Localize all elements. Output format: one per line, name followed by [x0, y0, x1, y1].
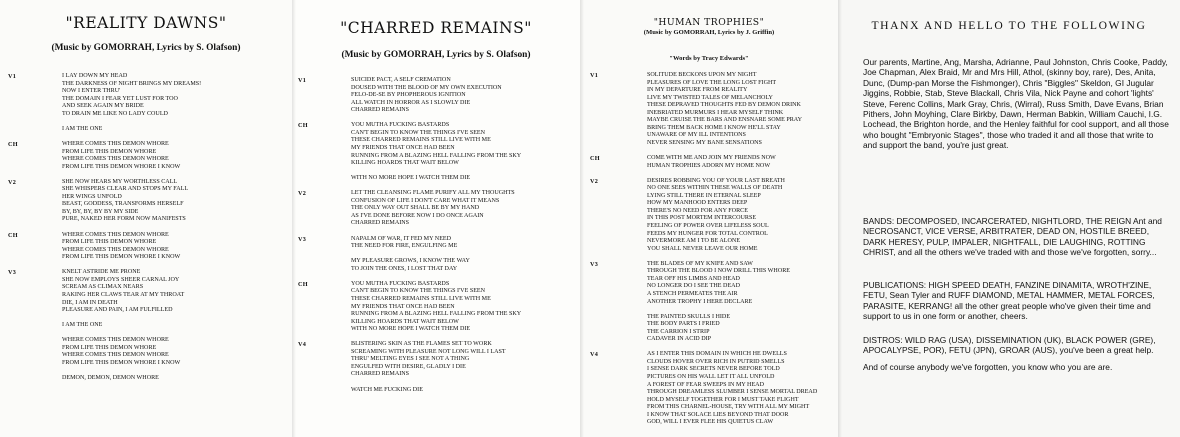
thanks-bands-text: BANDS: DECOMPOSED, INCARCERATED, NIGHTLORD, THE REIGN Ant and NECROSANCT, VICE VERSE, ARBITRATER, DEAD ON, HOSTILE BREED, DARK HERESY, PULP, IMPALER, NIGHTFALL, DIE LAUGHING, ROTTING CHRIST, and all the others we've traded with and those we've forgotten, sorry... [863, 216, 1162, 258]
lyric-line: FEELING OF POWER OVER LIFELESS SOUL [647, 223, 769, 229]
lyric-line: TO DRAIN ME LIKE NO LADY COULD [62, 110, 168, 117]
lyric-line: A FOREST OF FEAR SWEEPS IN MY HEAD [647, 381, 764, 388]
lyric-line: THESE CHARRED REMAINS STILL LIVE WITH ME [351, 295, 491, 302]
page-fold [838, 0, 842, 437]
lyric-line: IN MY DEPARTURE FROM REALITY [647, 87, 748, 94]
lyric-line: FROM LIFE THIS DEMON WHORE I KNOW [62, 163, 181, 170]
lyric-line: LIVE MY TWISTED TALES OF MELANCHOLY [647, 94, 773, 101]
thanks-distros-text: DISTROS: WILD RAG (USA), DISSEMINATION (UK), BLACK POWER (GRE), APOCALYPSE, POR), FETU (JPN), GROAR (AUS), you've been a great help. [863, 335, 1156, 356]
section-label: V3 [590, 260, 599, 268]
lyric-line: CHARRED REMAINS [351, 107, 410, 114]
lyric-line: SHE NOW EMPLOYS SHEER CARNAL JOY [62, 276, 180, 283]
section-label: V1 [590, 72, 599, 79]
lyric-line: WHERE COMES THIS DEMON WHORE [62, 231, 169, 238]
section-label: V2 [8, 178, 17, 186]
thanks-paragraph [863, 57, 1169, 151]
lyric-line: LET THE CLEANSING FLAME PURIFY ALL MY THOUGHTS [351, 190, 515, 197]
lyric-line: FEEDS MY HUNGER FOR TOTAL CONTROL [647, 230, 768, 237]
song-credits: (Music by GOMORRAH, Lyrics by S. Olafson) [51, 43, 241, 53]
lyric-line: THE CARRION I STRIP [647, 328, 710, 335]
lyric-line: TO JOIN THE ONES, I LOST THAT DAY [351, 265, 458, 272]
lyric-line: AND SEEK AGAIN MY BRIDE [62, 103, 144, 110]
lyric-line: I AM THE ONE [62, 125, 103, 132]
lyric-line: THE DARKNESS OF NIGHT BRINGS MY DREAMS! [62, 80, 202, 87]
lyric-line: CAN'T BEGIN TO KNOW THE THINGS I'VE SEEN [351, 129, 486, 136]
lyric-line: CHARRED REMAINS [351, 220, 410, 227]
lyric-line: LYING STILL THERE IN ETERNAL SLEEP [647, 192, 761, 199]
section-label: V2 [590, 177, 599, 185]
lyric-line: SHE WHISPERS CLEAR AND STOPS MY FALL [62, 186, 189, 193]
lyric-line: SUICIDE PACT, A SELF CREMATION [351, 77, 451, 83]
section-label: CH [8, 231, 18, 239]
lyric-line: HER WINGS UNFOLD [62, 193, 122, 200]
lyric-line: FROM THIS CHARNEL-HOUSE, TRY WITH ALL MY MIGHT [647, 404, 810, 411]
lyric-line: NOW I ENTER THRU' [62, 88, 121, 95]
lyric-line: THESE DEPRAVED THOUGHTS FED BY DEMON DRINK [647, 102, 801, 109]
thanks-people-text: Our parents, Martine, Ang, Marsha, Adrianne, Paul Johnston, Chris Cooke, Paddy, Joe Chapman, Alex Braid, Mr and Mrs Hill, Athol, (skinny boy, rare), Des, Anita, Dunc, (Dump-pan Morse the Fishmonger), Chris "Biggles" Skeldon, GI Jugular Jiggins, Robbie, Stab, Steve Blackall, Chris Vila, Nick Payne and cohort 'lights' Steve, Ferenc Collins, Mark Gray, Chris, (Wirral), Russ Smith, Dave Evans, Brian Pithers, John Moyhing, Clare Birkby, Dawn, Herman Babkin, William Cauchi, I.G. Lochead, the Brighton horde, and the Henley faithful for cool support, and all those who bought "Embryonic Stages", those who traded it and all those that write to and support the band, you're just great. [863, 57, 1169, 151]
page-fold [580, 0, 584, 437]
lyric-line: NO LONGER DO I SEE THE DEAD [647, 283, 740, 290]
lyric-line: ENGULFED WITH DESIRE, GLADLY I DIE [351, 363, 466, 370]
lyric-line: THE BLADES OF MY KNIFE AND SAW [647, 260, 753, 267]
lyric-line: NAPALM OF WAR, IT FED MY NEED [351, 235, 452, 242]
lyric-line: RUNNING FROM A BLAZING HELL FALLING FROM THE SKY [351, 152, 522, 159]
lyric-line: BEAST, GODDESS, TRANSFORMS HERSELF [62, 201, 184, 208]
section-label: CH [590, 155, 600, 163]
lyric-line: HUMAN TROPHIES ADORN MY HOME NOW [647, 162, 771, 169]
lyric-line: HOW MY MANHOOD ENTERS DEEP [647, 200, 748, 207]
lyric-line: RUNNING FROM A BLAZING HELL FALLING FROM THE SKY [351, 311, 522, 318]
lyric-line: CAN'T BEGIN TO KNOW THE THINGS I'VE SEEN [351, 288, 486, 295]
lyric-line: MAYBE CRUISE THE BARS AND ENSNARE SOME PRAY [647, 117, 803, 124]
lyric-line: YOU MUTHA FUCKING BASTARDS [351, 280, 450, 287]
lyric-line: SCREAM AS CLIMAX NEARS [62, 284, 144, 291]
lyric-line: WHERE COMES THIS DEMON WHORE [62, 337, 169, 344]
lyric-line: THROUGH DREAMLESS SLUMBER I SENSE MORTAL DREAD [647, 389, 818, 396]
thanks-paragraph [863, 216, 1169, 258]
lyric-line: MY PLEASURE GROWS, I KNOW THE WAY [351, 258, 470, 265]
lyric-line: FROM LIFE THIS DEMON WHORE I KNOW [62, 254, 181, 261]
lyric-line: ALL WATCH IN HORROR AS I SLOWLY DIE [351, 99, 471, 106]
lyric-line: AS I'VE DONE BEFORE NOW I DO ONCE AGAIN [351, 212, 484, 219]
lyric-line: DIE, I AM IN DEATH [62, 299, 118, 306]
lyric-line: BRING THEM BACK HOME I KNOW HE'LL STAY [647, 124, 781, 131]
lyric-line: THERE'S NO NEED FOR ANY FORCE [647, 207, 748, 214]
lyric-line: THE DOMAIN I FEAR YET LUST FOR TOO [62, 95, 178, 102]
section-label: V1 [298, 77, 307, 84]
lyric-line: PLEASURES OF LOVE THE LONG LOST FIGHT [647, 79, 777, 86]
lyric-line: CLOUDS HOVER OVER RICH IN PUTRID SMELLS [647, 358, 785, 365]
lyric-line: FROM LIFE THIS DEMON WHORE [62, 344, 157, 351]
lyric-line: MY FRIENDS THAT ONCE HAD BEEN [351, 303, 455, 310]
lyric-line: MY FRIENDS THAT ONCE HAD BEEN [351, 144, 455, 151]
lyric-line: BY, BY, BY, BY BY MY SIDE [62, 208, 139, 215]
lyric-line: PICTURES ON HIS WALL LET IT ALL UNFOLD [647, 374, 775, 380]
song-credits: (Music by GOMORRAH, Lyrics by S. Olafson) [341, 50, 531, 60]
lyric-line: FROM LIFE THIS DEMON WHORE [62, 239, 157, 246]
lyric-line: I AM THE ONE [62, 322, 103, 329]
section-label: V4 [298, 341, 307, 349]
lyric-line: WHERE COMES THIS DEMON WHORE [62, 156, 169, 163]
lyric-line: I LAY DOWN MY HEAD [62, 73, 128, 79]
lyric-line: WITH NO MORE HOPE I WATCH THEM DIE [351, 326, 471, 333]
lyric-line: THE NEED FOR FIRE, ENGULFING ME [351, 243, 458, 250]
lyric-line: COME WITH ME AND JOIN MY FRIENDS NOW [647, 155, 776, 162]
page-fold [292, 0, 296, 437]
section-label: V2 [298, 190, 307, 198]
lyric-line: IN THIS POST MORTEM INTERCOURSE [647, 215, 757, 222]
lyric-line: SCREAMING WITH PLEASURE NOT LONG WILL I LAST [351, 348, 506, 355]
thanks-publications-text: PUBLICATIONS: HIGH SPEED DEATH, FANZINE DINAMITA, WROTH'ZINE, FETU, Sean Tyler and RUFF DIAMOND, METAL HAMMER, METAL FORCES, PARASITE, KERRANG! all the other great people who've given their time and support to us in one form or another, cheers. [863, 280, 1155, 322]
lyric-line: WATCH ME FUCKING DIE [351, 386, 423, 393]
lyric-line: DOUSED WITH THE BLOOD OF MY OWN EXECUTION [351, 84, 502, 91]
thanks-closing-text: And of course anybody we've forgotten, you know who you are are. [863, 362, 1113, 372]
lyric-line: WHERE COMES THIS DEMON WHORE [62, 246, 169, 253]
section-label: CH [8, 140, 18, 148]
lyric-line: FROM LIFE THIS DEMON WHORE [62, 148, 157, 155]
section-label: V3 [8, 269, 17, 277]
lyric-line: KNELT ASTRIDE ME PRONE [62, 269, 141, 276]
lyric-line: THRU' MELTING EYES I SEE NOT A THING [351, 356, 470, 363]
lyric-line: THROUGH THE BLOOD I NOW DRILL THIS WHORE [647, 268, 791, 275]
section-label: V3 [298, 235, 307, 243]
lyric-line: CHARRED REMAINS [351, 371, 410, 378]
lyric-line: BLISTERING SKIN AS THE FLAMES SET TO WORK [351, 341, 492, 348]
lyric-line: PURE, NAKED HER FORM NOW MANIFESTS [62, 216, 186, 223]
words-credit: "Words by Tracy Edwards" [669, 55, 749, 62]
lyric-line: I KNOW THAT SOLACE LIES BEYOND THAT DOOR [647, 411, 789, 418]
lyric-line: DESIRES ROBBING YOU OF YOUR LAST BREATH [647, 177, 785, 184]
lyric-line: THE PAINTED SKULLS I HIDE [647, 313, 731, 320]
lyric-line: NEVERMORE AM I TO BE ALONE [647, 238, 741, 245]
section-label: V1 [8, 73, 17, 80]
song-credits: (Music by GOMORRAH, Lyrics by J. Griffin) [643, 29, 775, 36]
lyric-line: WITH NO MORE HOPE I WATCH THEM DIE [351, 175, 471, 182]
lyric-line: SOLITUDE BECKONS UPON MY NIGHT [647, 72, 757, 78]
lyric-line: DEMON, DEMON, DEMON WHORE [62, 375, 159, 381]
section-label: V4 [590, 351, 599, 359]
lyric-line: FROM LIFE THIS DEMON WHORE I KNOW [62, 359, 181, 366]
thanks-paragraph [863, 362, 1169, 372]
lyric-line: YOU SHALL NEVER LEAVE OUR HOME [647, 245, 758, 252]
lyric-line: NEVER SENSING MY BANE SENSATIONS [647, 139, 762, 146]
lyric-line: HOLD MYSELF TOGETHER FOR I MUST TAKE FLIGHT [647, 396, 799, 403]
lyric-line: UNAWARE OF MY ILL INTENTIONS [647, 132, 746, 139]
lyric-line: KILLING HOARDS THAT WAIT BELOW [351, 318, 459, 325]
lyric-line: PLEASURE AND PAIN, I AM FULFILLED [62, 307, 173, 314]
thanks-paragraph [863, 335, 1169, 356]
lyric-line: ANOTHER TROPHY I HERE DECLARE [647, 298, 753, 305]
song-title: "HUMAN TROPHIES" [653, 17, 765, 28]
lyric-line: YOU MUTHA FUCKING BASTARDS [351, 122, 450, 129]
song-title: "CHARRED REMAINS" [340, 19, 532, 37]
lyric-line: WHERE COMES THIS DEMON WHORE [62, 140, 169, 147]
lyric-line: KILLING HOARDS THAT WAIT BELOW [351, 160, 459, 167]
lyric-line: TEAR OFF HIS LIMBS AND HEAD [647, 275, 740, 282]
lyric-line: NO ONE SEES WITHIN THESE WALLS OF DEATH [647, 185, 783, 192]
lyric-line: I SENSE DARK SECRETS NEVER BEFORE TOLD [647, 366, 780, 373]
lyric-line: FELO-DE-SE BY PHOPHEROUS IGNITION [351, 92, 466, 99]
lyric-line: INEBRIATED MURMURS I HEAR MYSELF THINK [647, 109, 784, 116]
section-label: CH [298, 280, 308, 288]
lyric-line: THE BODY PARTS I FRIED [647, 321, 720, 328]
thanks-title: THANX AND HELLO TO THE FOLLOWING [871, 19, 1147, 32]
lyric-line: WHERE COMES THIS DEMON WHORE [62, 352, 169, 359]
lyric-line: AS I ENTER THIS DOMAIN IN WHICH HE DWELLS [647, 351, 787, 358]
lyric-line: THESE CHARRED REMAINS STILL LIVE WITH ME [351, 137, 491, 144]
section-label: CH [298, 122, 308, 130]
song-title: "REALITY DAWNS" [65, 14, 227, 32]
lyric-line: CONFUSION OF LIFE I DON'T CARE WHAT IT MEANS [351, 197, 500, 204]
lyric-line: THE ONLY WAY OUT SHALL BE BY MY HAND [351, 205, 480, 212]
lyric-line: GOD, WILL I EVER FLEE HIS QUIETUS CLAW [647, 419, 774, 426]
lyric-line: CADAVER IN ACID DIP [647, 336, 712, 343]
lyric-line: SHE NOW HEARS MY WORTHLESS CALL [62, 178, 178, 185]
lyric-line: A STENCH PERMEATES THE AIR [647, 290, 738, 297]
thanks-paragraph [863, 280, 1169, 322]
lyric-line: RAKING HER CLAWS TEAR AT MY THROAT [62, 291, 185, 298]
